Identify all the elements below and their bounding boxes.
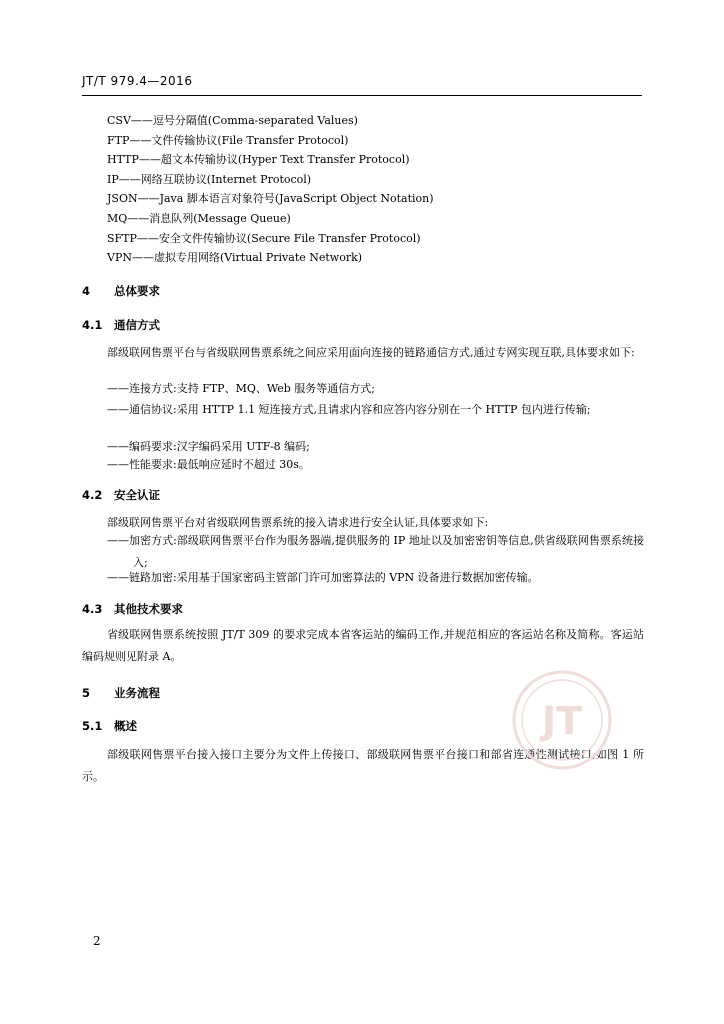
page-number: 2: [93, 934, 101, 948]
section-4-3-heading: [82, 601, 183, 617]
section-number: 4: [82, 284, 91, 298]
section-5-1-text: 部级联网售票平台接入接口主要分为文件上传接口、部级联网售票平台接口和部省连通性测试接口,如图 1 所示。: [82, 748, 644, 783]
section-4-1-heading: [82, 317, 160, 333]
section-4-heading: [82, 283, 160, 299]
section-title: 通信方式: [114, 318, 160, 332]
section-title: 概述: [114, 719, 137, 733]
section-title: 业务流程: [114, 686, 160, 700]
section-title: 其他技术要求: [114, 602, 183, 616]
section-4-2-heading: [82, 487, 160, 503]
section-number: 5.1: [82, 719, 103, 733]
section-4-3-text: 省级联网售票系统按照 JT/T 309 的要求完成本省客运站的编码工作,并规范相应的客运站名称及简称。客运站编码规则见附录 A。: [82, 628, 644, 663]
section-number: 4.3: [82, 602, 103, 616]
abbreviation-item: SFTP——安全文件传输协议(Secure File Transfer Protocol): [107, 231, 421, 245]
abbreviation-item: VPN——虚拟专用网络(Virtual Private Network): [107, 251, 363, 265]
standard-code: JT/T 979.4—2016: [82, 74, 193, 88]
list-item: ——通信协议:采用 HTTP 1.1 短连接方式,且请求内容和应答内容分别在一个 HTTP 包内进行传输;: [107, 403, 591, 416]
list-item: ——加密方式:部级联网售票平台作为服务器端,提供服务的 IP 地址以及加密密钥等信息,供省级联网售票系统接入;: [107, 534, 644, 569]
section-number: 4.2: [82, 488, 103, 502]
section-number: 4.1: [82, 318, 103, 332]
watermark-text: JT: [541, 699, 583, 743]
section-title: 总体要求: [114, 284, 160, 298]
list-item: ——连接方式:支持 FTP、MQ、Web 服务等通信方式;: [107, 382, 376, 395]
list-item: ——链路加密:采用基于国家密码主管部门许可加密算法的 VPN 设备进行数据加密传输。: [107, 571, 539, 584]
list-item: ——性能要求:最低响应延时不超过 30s。: [107, 458, 310, 471]
section-4-1-intro: 部级联网售票平台与省级联网售票系统之间应采用面向连接的链路通信方式,通过专网实现互联,具体要求如下:: [107, 346, 635, 359]
abbreviation-item: HTTP——超文本传输协议(Hyper Text Transfer Protocol): [107, 153, 410, 167]
jt-watermark-logo: [510, 668, 614, 772]
section-4-2-intro: 部级联网售票平台对省级联网售票系统的接入请求进行安全认证,具体要求如下:: [107, 516, 489, 529]
section-5-heading: [82, 685, 160, 701]
list-item: ——编码要求:汉字编码采用 UTF-8 编码;: [107, 440, 310, 453]
abbreviation-item: MQ——消息队列(Message Queue): [107, 211, 291, 225]
section-number: 5: [82, 686, 91, 700]
abbreviation-item: FTP——文件传输协议(File Transfer Protocol): [107, 133, 349, 147]
abbreviation-item: IP——网络互联协议(Internet Protocol): [107, 172, 312, 186]
abbreviation-item: CSV——逗号分隔值(Comma-separated Values): [107, 114, 358, 127]
section-title: 安全认证: [114, 488, 160, 502]
abbreviation-list: [107, 111, 434, 268]
abbreviation-item: JSON——Java 脚本语言对象符号(JavaScript Object Notation): [107, 192, 434, 206]
header-rule: [82, 95, 642, 96]
section-5-1-heading: [82, 718, 137, 734]
